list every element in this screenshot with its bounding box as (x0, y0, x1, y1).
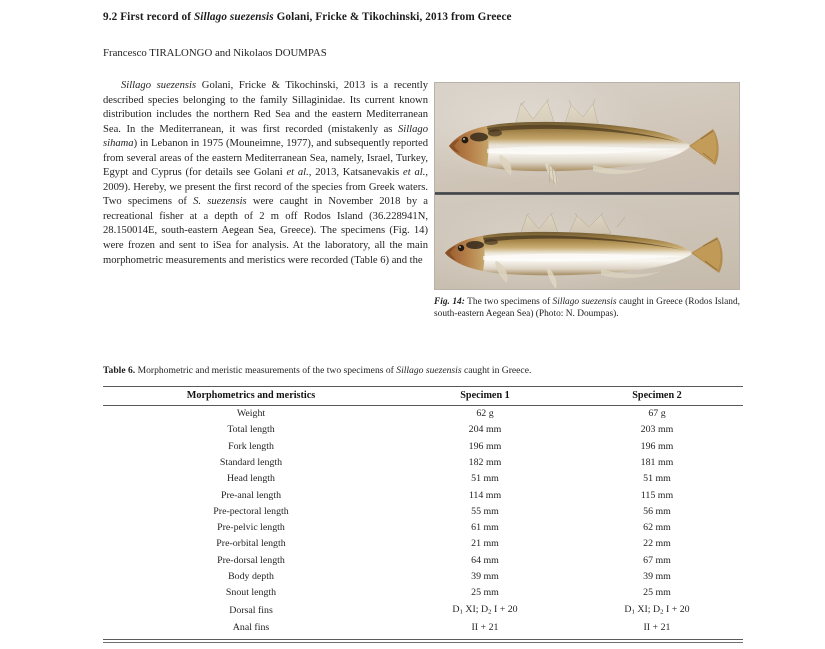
cell-specimen-1-value: 62 g (476, 408, 494, 420)
body-segment-9: were caught in November 2018 by a recreational fisher at a depth of 2 m off Rodos Island (36.228941N, 28.150014E, south-eastern Aegean Sea, Greece). The specimens (Fig. 14) were frozen and sent to iSea for analysis. At the laboratory, all the main morphometric measurements and meristics were recorded (Table 6) and the (103, 196, 429, 266)
table-caption-before: Morphometric and meristic measurements of the two specimens of (135, 365, 397, 376)
fish-specimen-2-image (441, 213, 733, 289)
cell-specimen-1-value: 64 mm (471, 554, 499, 566)
figure-14 (434, 82, 740, 290)
figure-caption-before: The two specimens of (464, 297, 553, 307)
body-segment-8: S. suezensis (193, 196, 247, 208)
table-bottom-rule-secondary (103, 642, 743, 643)
cell-specimen-1-value: 25 mm (471, 587, 499, 599)
cell-measurement-name: Pre-anal length (220, 489, 282, 501)
page-title (103, 11, 743, 23)
cell-specimen-1-value: 39 mm (471, 571, 499, 583)
cell-specimen-2-value: 181 mm (640, 456, 674, 468)
column-header-morphometrics: Morphometrics and meristics (103, 387, 399, 406)
table-row (103, 504, 743, 520)
cell-specimen-2-value: 203 mm (640, 424, 674, 436)
cell-specimen-2-value: 56 mm (643, 505, 671, 517)
table-body (103, 406, 743, 637)
cell-measurement-name: Pre-pectoral length (213, 505, 289, 517)
column-header-specimen-1: Specimen 1 (399, 387, 571, 406)
cell-specimen-1-value: $D_1$ XI; $D_2$ I + 20 (452, 603, 518, 616)
photo-lower-specimen-area (435, 195, 739, 290)
table-row (103, 602, 743, 621)
cell-measurement-name: Pre-pelvic length (217, 522, 285, 534)
cell-specimen-2-value: $D_1$ XI; $D_2$ I + 20 (624, 603, 690, 616)
table-row (103, 620, 743, 636)
cell-specimen-1-value: 61 mm (471, 522, 499, 534)
cell-specimen-2-value: 39 mm (643, 571, 671, 583)
figure-caption (434, 296, 740, 321)
cell-measurement-name: Pre-dorsal length (217, 554, 285, 566)
cell-specimen-2-value: II + 21 (643, 622, 671, 634)
cell-measurement-name: Snout length (225, 587, 277, 599)
table-row (103, 439, 743, 455)
table-row (103, 455, 743, 471)
table-row (103, 487, 743, 503)
body-paragraph (103, 79, 428, 268)
cell-specimen-1-value: 55 mm (471, 505, 499, 517)
cell-specimen-1-value: II + 21 (471, 622, 499, 634)
cell-measurement-name: Anal fins (232, 622, 270, 634)
cell-specimen-1-value: 51 mm (471, 473, 499, 485)
table-row (103, 471, 743, 487)
figure-caption-after: caught in Greece (Rodos Island, south-eastern Aegean Sea) (Photo: N. Doumpas). (434, 297, 740, 320)
body-segment-6: et al. (403, 167, 426, 179)
section-number: 9.2 (103, 11, 118, 23)
cell-measurement-name: Head length (227, 473, 275, 485)
body-segment-7: , 2009). Hereby, we present the first record of the species from Greek waters. Two specimens of (103, 167, 429, 208)
body-segment-4: et al. (286, 167, 309, 179)
body-segment-1: Golani, Fricke & Tikochinski, 2013 is a recently described species belonging to the family Sillaginidae. Its current known distribution includes the northern Red Sea and the eastern Mediterranean Sea. In the Mediterranean, it was first recorded (mistakenly as (103, 80, 428, 135)
table-label: Table 6. (103, 365, 136, 376)
cell-specimen-2-value: 62 mm (643, 522, 671, 534)
cell-measurement-name: Fork length (228, 440, 274, 452)
body-segment-5: , 2013, Katsanevakis (308, 167, 404, 179)
table-caption (103, 365, 743, 377)
table-row (103, 569, 743, 585)
section-title-before: First record of (120, 11, 194, 23)
cell-measurement-name: Body depth (228, 571, 274, 583)
column-header-specimen-2: Specimen 2 (571, 387, 743, 406)
section-title-species: Sillago suezensis (193, 11, 274, 23)
body-segment-3: ) in Lebanon in 1975 (Mouneimne, 1977), and subsequently reported from several areas of the eastern Mediterranean Sea, namely, Israel, Turkey, Egypt and Cyprus (for details see Golani (103, 138, 428, 179)
cell-specimen-1-value: 182 mm (468, 456, 502, 468)
cell-specimen-1-value: 21 mm (471, 538, 499, 550)
body-text-column (103, 79, 428, 268)
cell-specimen-2-value: 22 mm (643, 538, 671, 550)
cell-specimen-2-value: 67 g (648, 408, 666, 420)
figure-caption-species: Sillago suezensis (552, 297, 617, 307)
table-bottom-rule (103, 639, 743, 640)
figure-label: Fig. 14: (434, 297, 465, 307)
cell-specimen-2-value: 115 mm (640, 489, 674, 501)
table-row (103, 422, 743, 438)
table-caption-species: Sillago suezensis (396, 365, 462, 376)
cell-specimen-2-value: 51 mm (643, 473, 671, 485)
cell-measurement-name: Weight (236, 408, 266, 420)
photo-upper-specimen-area (435, 83, 739, 194)
cell-specimen-2-value: 25 mm (643, 587, 671, 599)
cell-specimen-2-value: 67 mm (643, 554, 671, 566)
table-row (103, 520, 743, 536)
table-row (103, 553, 743, 569)
cell-measurement-name: Dorsal fins (229, 604, 273, 616)
morphometrics-table (103, 386, 743, 637)
cell-measurement-name: Pre-orbital length (216, 538, 286, 550)
section-title-after: Golani, Fricke & Tikochinski, 2013 from Greece (273, 11, 512, 23)
body-segment-0: Sillago suezensis (121, 80, 197, 91)
cell-specimen-2-value: 196 mm (640, 440, 674, 452)
body-segment-2: Sillago sihama (103, 123, 428, 150)
cell-measurement-name: Standard length (219, 456, 283, 468)
cell-specimen-1-value: 204 mm (468, 424, 502, 436)
photo-divider-line (435, 192, 739, 195)
table-row (103, 406, 743, 423)
table-row (103, 585, 743, 601)
cell-specimen-1-value: 114 mm (468, 489, 502, 501)
cell-specimen-1-value: 196 mm (468, 440, 502, 452)
table-header-row (103, 387, 743, 406)
fish-specimen-1-image (443, 99, 731, 187)
authors-line: Francesco TIRALONGO and Nikolaos DOUMPAS (103, 47, 327, 59)
cell-measurement-name: Total length (227, 424, 275, 436)
fish-specimens-photo (434, 82, 740, 290)
table-row (103, 536, 743, 552)
table-caption-after: caught in Greece. (461, 365, 532, 376)
